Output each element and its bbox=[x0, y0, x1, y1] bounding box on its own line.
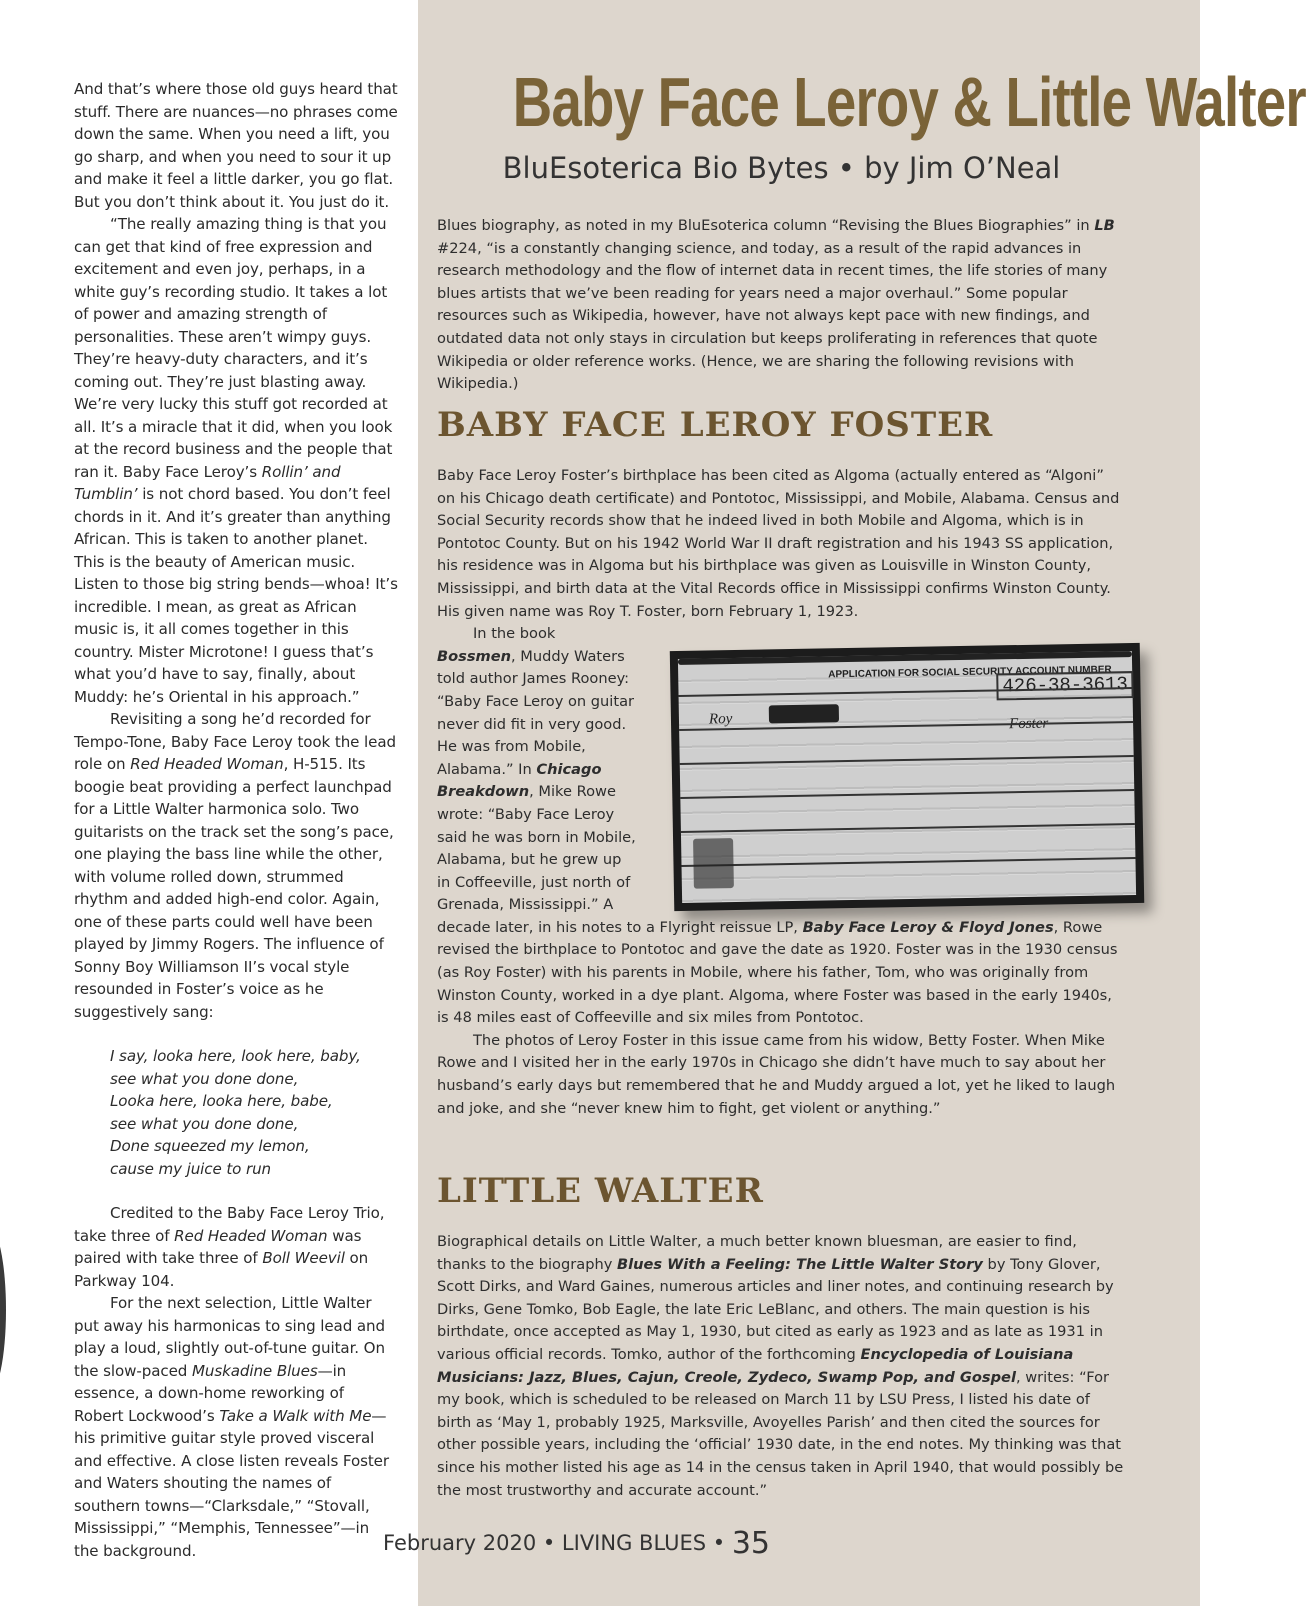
song-title: Boll Weevil bbox=[262, 1249, 345, 1267]
text-run: by Tony Glover, Scott Dirks, and Ward Gaines, numerous articles and liner notes, and continuing research by Dirks, Gene Tomko, Bob Eagle, the late Eric LeBlanc, and others. The main question is his birthdate, once accepted as May 1, 1930, but cited as early as 1923 and as late as 1931 in various official records. Tomko, author of the forthcoming bbox=[437, 1255, 1114, 1363]
song-title: Muskadine Blues bbox=[191, 1361, 318, 1380]
text-run: For the next selection, Little Walter put away his harmonicas to sing lead and play a loud, slightly out-of-tune guitar. On the slow-paced bbox=[74, 1294, 385, 1380]
album-title: Baby Face Leroy & Floyd Jones bbox=[802, 918, 1054, 936]
paragraph bbox=[74, 708, 398, 1023]
text-run: , Mike Rowe wrote: “Baby Face Leroy said he was born in Mobile, Alabama, but he grew up in Coffeeville, just north of Grenada, Mississippi.” A decade later, in his notes to a Flyright reissue LP, bbox=[437, 783, 803, 936]
article-subtitle: BluEsoterica Bio Bytes • by Jim O’Neal bbox=[502, 151, 1061, 185]
verse-line: I say, looka here, look here, baby, bbox=[110, 1047, 361, 1065]
account-number: 426-38-3613 bbox=[996, 671, 1134, 700]
book-title: Blues With a Feeling: The Little Walter Story bbox=[616, 1255, 983, 1273]
intro-paragraph bbox=[437, 215, 1126, 396]
verse-line: cause my juice to run bbox=[110, 1159, 272, 1178]
paragraph bbox=[437, 1231, 1126, 1502]
scan-smudge bbox=[693, 838, 734, 889]
text-run: Revisiting a song he’d recorded for Tempo-Tone, Baby Face Leroy took the lead role on bbox=[74, 710, 396, 773]
page-number: 35 bbox=[731, 1526, 770, 1561]
sidebar-panel bbox=[418, 0, 1306, 1606]
song-title: Red Headed Woman bbox=[174, 1226, 328, 1245]
paragraph bbox=[74, 1292, 398, 1562]
text-run: , writes: “For my book, which is scheduled to be released on March 11 by LSU Press, I listed his date of birth as ‘May 1, probably 1925, Marksville, Avoyelles Parish’ and then cited the sources for other possible years, including the ‘official’ 1930 date, in the end notes. My thinking was that since his mother listed his age as 14 in the census taken in April 1940, that would possibly be the most trustworthy and accurate account.” bbox=[437, 1368, 1124, 1499]
verse-line: Looka here, looka here, babe, bbox=[110, 1092, 333, 1110]
book-title: Encyclopedia of Louisiana Musicians: Jazz, Blues, Cajun, Creole, Zydeco, Swamp Pop, and Gospel bbox=[437, 1345, 1074, 1386]
paragraph bbox=[74, 213, 398, 708]
text-run: —his primitive guitar style proved visceral and effective. A close listen reveals Foster and Waters shouting the names of southern towns—“Clarksdale,” “Stovall, Mississippi,” “Memphis, Tennessee”—in the background. bbox=[74, 1406, 389, 1560]
page-edge-shadow bbox=[0, 1225, 6, 1395]
ss-application-photo bbox=[670, 643, 1144, 911]
song-title: Take a Walk with Me bbox=[219, 1406, 372, 1425]
publication-title: LB bbox=[1094, 217, 1115, 234]
article-title: Baby Face Leroy & Little Walter bbox=[512, 63, 1306, 141]
verse-line: Done squeezed my lemon, bbox=[110, 1137, 310, 1155]
lyrics-verse bbox=[110, 1045, 398, 1180]
text-run: In the book bbox=[473, 625, 556, 643]
text-run: Credited to the Baby Face Leroy Trio, take three of bbox=[74, 1204, 385, 1245]
book-title: Bossmen bbox=[437, 647, 512, 665]
text-run: on Parkway 104. bbox=[74, 1249, 369, 1290]
verse-line: see what you done done, bbox=[110, 1114, 299, 1133]
page-footer bbox=[0, 1526, 770, 1561]
form-header: APPLICATION FOR SOCIAL SECURITY ACCOUNT NUMBER bbox=[828, 664, 1112, 681]
section-heading: LITTLE WALTER bbox=[437, 1171, 764, 1211]
form-line bbox=[681, 823, 1135, 833]
form-line bbox=[679, 721, 1133, 731]
paragraph bbox=[74, 1202, 398, 1292]
form-line bbox=[682, 857, 1136, 867]
book-title: Chicago Breakdown bbox=[437, 760, 602, 801]
text-run: was paired with take three of bbox=[74, 1226, 362, 1267]
document-scan bbox=[678, 651, 1136, 903]
paragraph bbox=[437, 215, 1126, 396]
text-run: Blues biography, as noted in my BluEsoterica column “Revising the Blues Biographies” in bbox=[437, 217, 1095, 234]
form-line bbox=[680, 755, 1134, 765]
section-body bbox=[437, 465, 1129, 1120]
section-body bbox=[437, 1231, 1126, 1502]
text-run: , H-515. Its boogie beat providing a perfect launchpad for a Little Walter harmonica solo. Two guitarists on the track set the song’s pace, one playing the bass line while the other, with volume rolled down, strummed rhythm and added high-end color. Again, one of these parts could well have been played by Jimmy Rogers. The influence of Sonny Boy Williamson II’s vocal style resounded in Foster’s voice as he suggestively sang: bbox=[74, 755, 394, 1021]
song-title: Red Headed Woman bbox=[130, 755, 284, 773]
photo-figure bbox=[650, 627, 1129, 899]
verse-line: see what you done done, bbox=[110, 1069, 299, 1088]
text-run: #224, “is a constantly changing science, and today, as a result of the rapid advances in research methodology and the flow of internet data in recent times, the life stories of many blues artists that we’ve been reading for years need a major overhaul.” Some popular resources such as Wikipedia, however, have not always kept pace with new findings, and outdated data not only stays in circulation but keeps proliferating in references that quote Wikipedia or older reference works. (Hence, we are sharing the following revisions with Wikipedia.) bbox=[437, 239, 1108, 393]
text-run: , Rowe revised the birthplace to Pontotoc and gave the date as 1920. Foster was in the 1930 census (as Roy Foster) with his parents in Mobile, where his father, Tom, who was originally from Winston County, worked in a dye plant. Algoma, where Foster was based in the early 1940s, is 48 miles east of Coffeeville and six miles from Pontotoc. bbox=[437, 918, 1118, 1027]
redaction-mark bbox=[769, 704, 839, 723]
text-run: is not chord based. You don’t feel chords in it. And it’s greater than anything African. This is taken to another planet. This is the beauty of American music. Listen to those big string bends—whoa! It’s incredible. I mean, as great as African music is, it all comes together in this country. Mister Microtone! I guess that’s what you’d have to say, finally, about Muddy: he’s Oriental in his approach.” bbox=[74, 485, 398, 706]
paragraph: And that’s where those old guys heard that stuff. There are nuances—no phrases come down the same. When you need a lift, you go sharp, and when you need to sour it up and make it feel a little darker, you go flat. But you don’t think about it. You just do it. bbox=[74, 80, 398, 211]
text-run: “The really amazing thing is that you can get that kind of free expression and excitement and even joy, perhaps, in a white guy’s recording studio. It takes a lot of power and amazing strength of personalities. These aren’t wimpy guys. They’re heavy-duty characters, and it’s coming out. They’re just blasting away. We’re very lucky this stuff got recorded at all. It’s a miracle that it did, when you look at the record business and the people that ran it. Baby Face Leroy’s bbox=[74, 215, 393, 481]
form-line bbox=[680, 789, 1134, 799]
footer-issue: February 2020 • LIVING BLUES • bbox=[383, 1531, 732, 1555]
song-title: Rollin’ and Tumblin’ bbox=[74, 462, 341, 503]
section-heading: BABY FACE LEROY FOSTER bbox=[437, 405, 994, 445]
paragraph: Baby Face Leroy Foster’s birthplace has been cited as Algoma (actually entered as “Algoni” on his Chicago death certificate) and Pontotoc, Mississippi, and Mobile, Alabama. Census and Social Security records show that he indeed lived in both Mobile and Algoma, which is in Pontotoc County. But on his 1942 World War II draft registration and his 1943 SS application, his residence was in Algoma but his birthplace was given as Louisville in Winston County, Mississippi, and birth data at the Vital Records office in Mississippi confirms Winston County. His given name was Roy T. Foster, born February 1, 1923. bbox=[437, 467, 1120, 620]
paragraph: The photos of Leroy Foster in this issue came from his widow, Betty Foster. When Mike Rowe and I visited her in the early 1970s in Chicago she didn’t have much to say about her husband’s early days but remembered that he and Muddy argued a lot, yet he liked to laugh and joke, and she “never knew him to fight, get violent or anything.” bbox=[437, 1031, 1116, 1117]
field-first-name: Roy bbox=[708, 711, 733, 728]
text-run: , Muddy Waters told author James Rooney: “Baby Face Leroy on guitar never did fit in very good. He was from Mobile, Alabama.” In bbox=[437, 647, 635, 778]
text-run: Biographical details on Little Walter, a much better known bluesman, are easier to find, thanks to the biography bbox=[437, 1233, 1077, 1273]
text-run: —in essence, a down-home reworking of Robert Lockwood’s bbox=[74, 1361, 347, 1425]
left-column bbox=[74, 78, 398, 1562]
